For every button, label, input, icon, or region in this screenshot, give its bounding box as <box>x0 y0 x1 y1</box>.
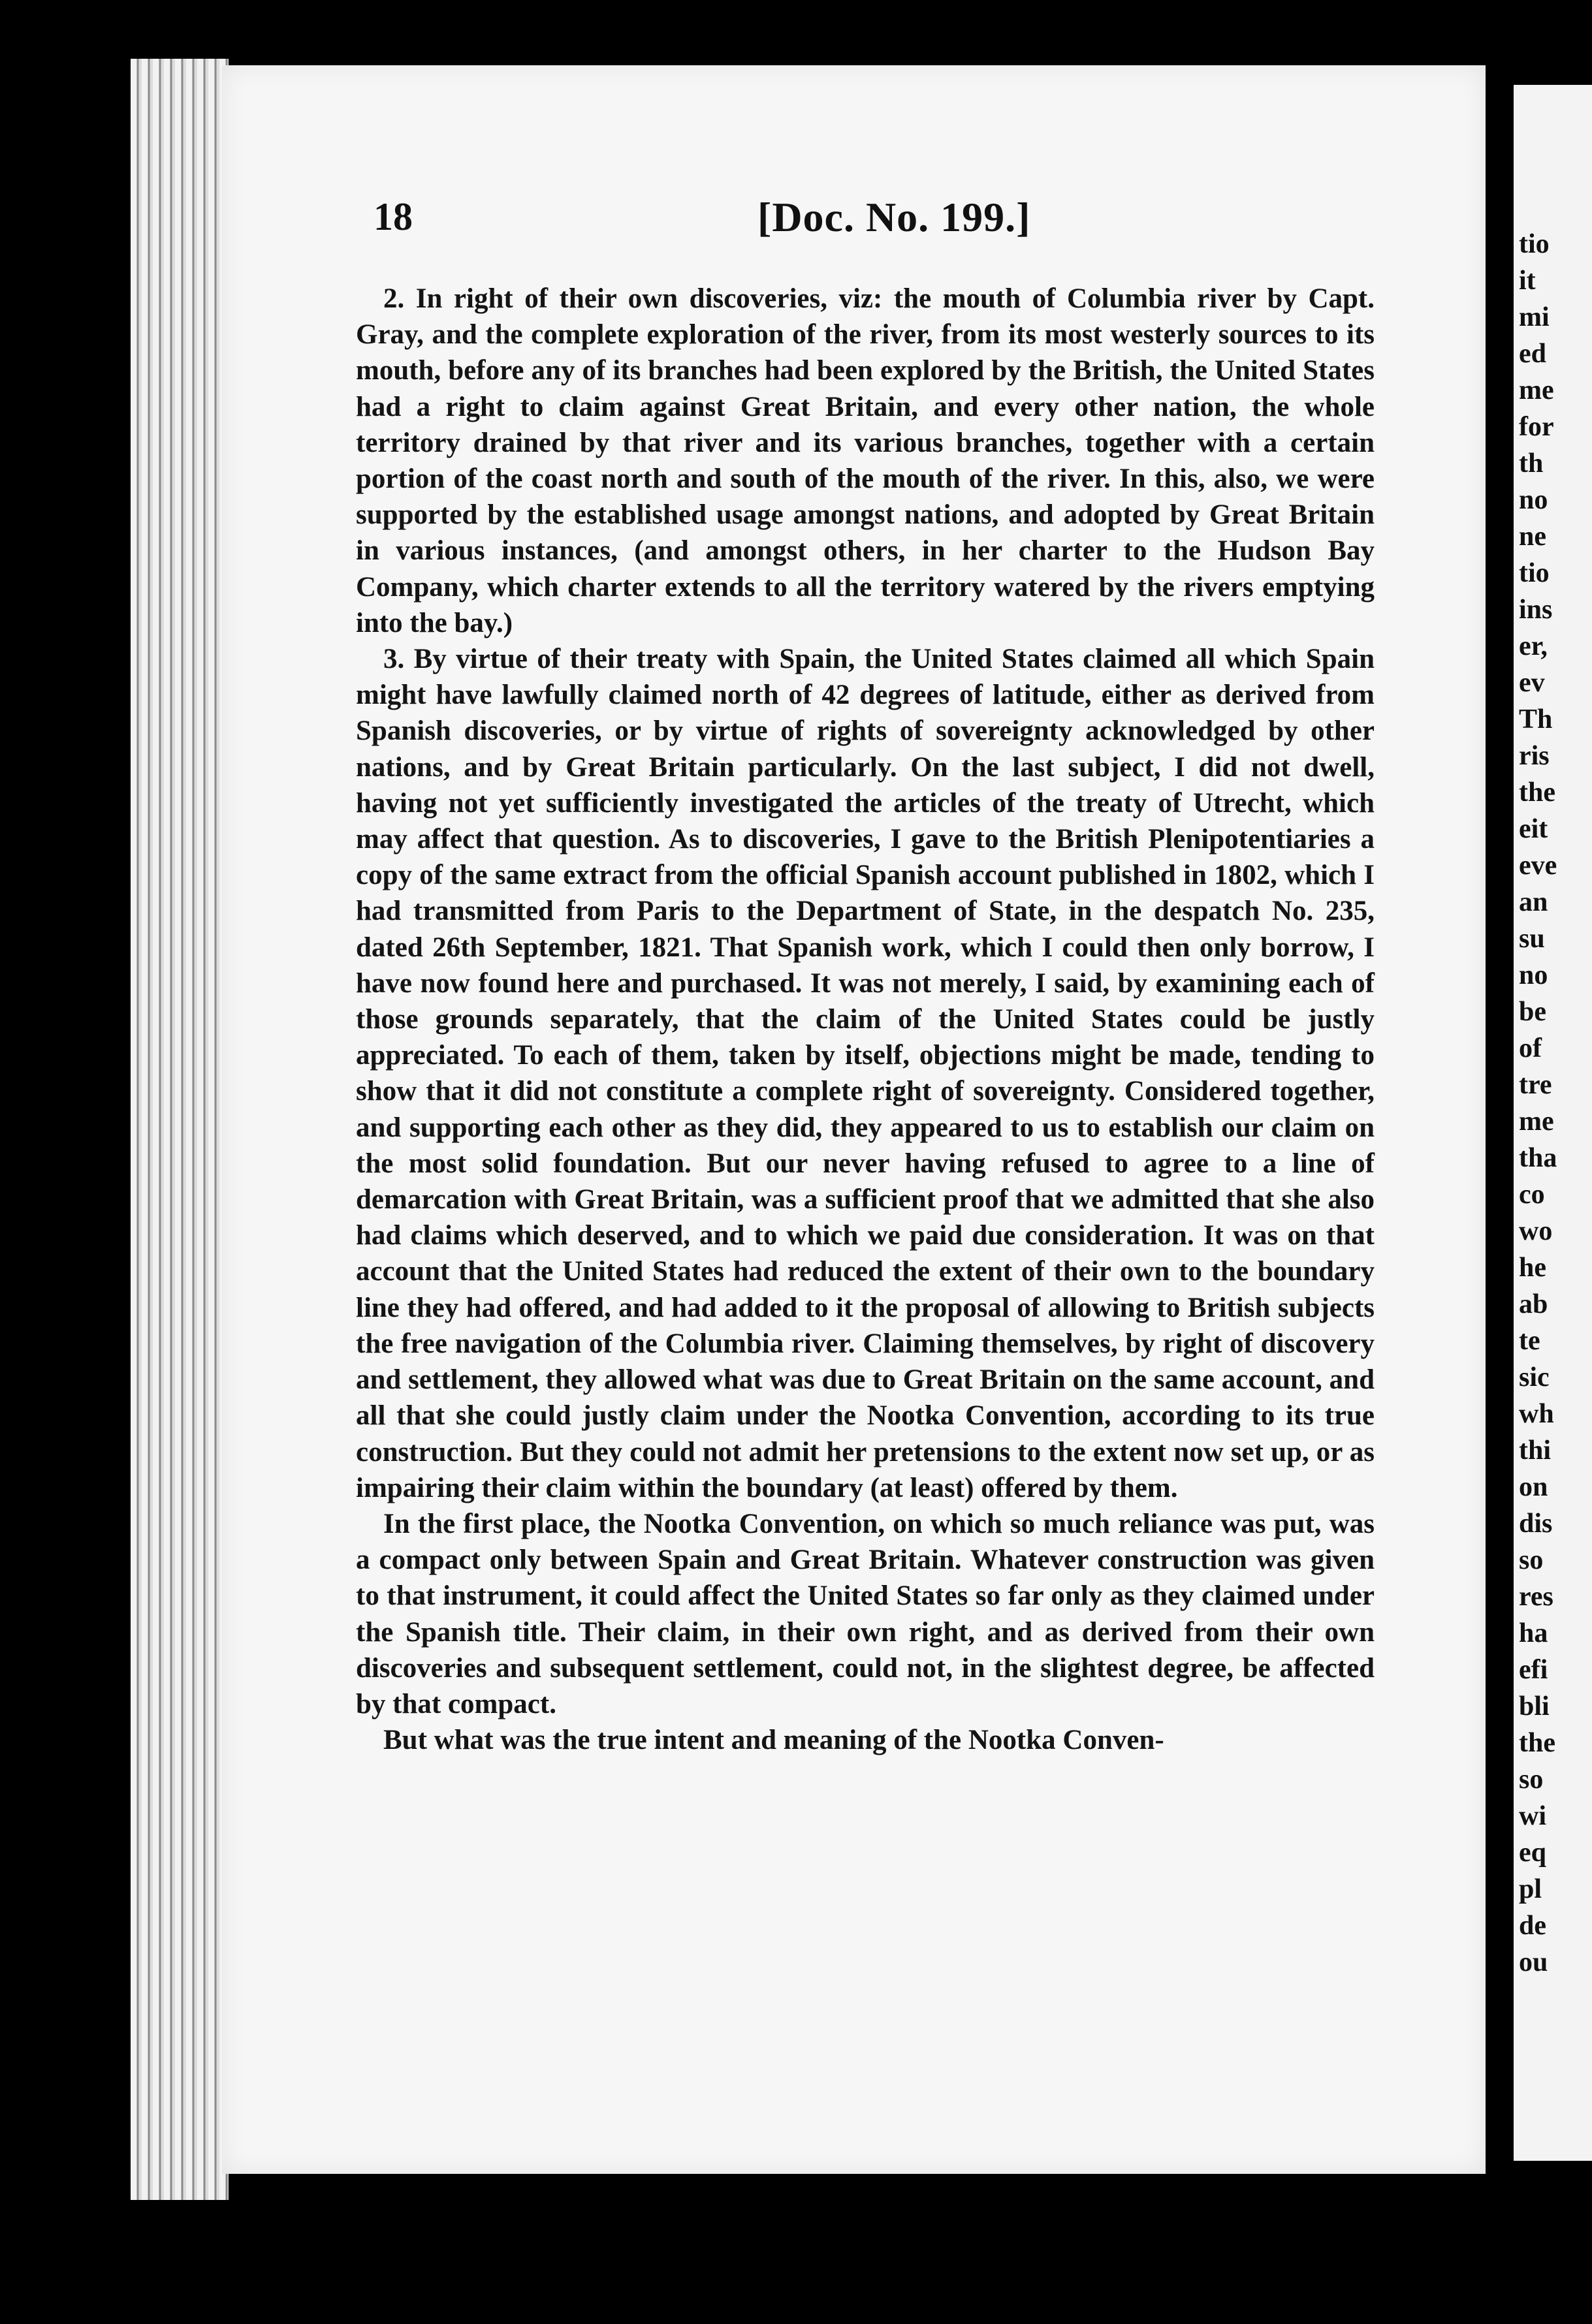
document-page <box>222 65 1486 2174</box>
facing-page-fragment: ed <box>1519 339 1546 369</box>
facing-page-fragment: mi <box>1519 302 1550 332</box>
facing-page-fragment: of <box>1519 1033 1542 1063</box>
facing-page-fragment: tre <box>1519 1070 1552 1100</box>
facing-page-fragment: wh <box>1519 1399 1554 1429</box>
facing-page-fragment: eit <box>1519 814 1548 844</box>
facing-page-fragment: eve <box>1519 851 1557 881</box>
facing-page-fragment: so <box>1519 1545 1544 1575</box>
facing-page-fragment: for <box>1519 412 1554 442</box>
facing-page-fragment: so <box>1519 1765 1544 1795</box>
facing-page-fragment: tha <box>1519 1143 1557 1173</box>
facing-page-fragment: efi <box>1519 1655 1548 1685</box>
facing-page-fragment: wo <box>1519 1216 1553 1246</box>
facing-page-fragment: te <box>1519 1326 1540 1356</box>
facing-page-fragment: Th <box>1519 704 1553 734</box>
facing-page-fragment: su <box>1519 924 1545 954</box>
facing-page-fragment: no <box>1519 485 1548 515</box>
facing-page-fragment: res <box>1519 1582 1553 1612</box>
running-head: [Doc. No. 199.] <box>757 194 1031 240</box>
paragraph: 2. In right of their own discoveries, viz: the mouth of Columbia river by Capt. Gray, and the complete exploration of the river, from its most westerly sources to its mouth, before any of its branches had been explored by the British, the United States had a right to claim against Great Britain, and every other nation, the whole territory drained by that river and its various branches, together with a certain portion of the coast north and south of the mouth of the river. In this, also, we were supported by the established usage amongst nations, and adopted by Great Britain in various instances, (and amongst others, in her charter to the Hudson Bay Company, which charter extends to all the territory watered by the rivers emptying into the bay.) <box>356 283 1375 638</box>
body-text <box>356 281 1375 1758</box>
facing-page-fragment: ne <box>1519 522 1546 552</box>
facing-page-fragment: pl <box>1519 1874 1542 1904</box>
facing-page-fragment: ris <box>1519 741 1550 771</box>
facing-page-fragment: th <box>1519 448 1544 479</box>
facing-page-fragment: ha <box>1519 1618 1548 1648</box>
facing-page-fragment: bli <box>1519 1691 1550 1721</box>
facing-page-fragment: tio <box>1519 558 1550 588</box>
facing-page-fragment: dis <box>1519 1509 1553 1539</box>
facing-page-fragment: the <box>1519 777 1555 808</box>
facing-page-fragment: me <box>1519 375 1554 405</box>
facing-page-fragment: me <box>1519 1107 1554 1137</box>
page-number: 18 <box>374 195 413 238</box>
facing-page-fragment: eq <box>1519 1838 1546 1868</box>
facing-page-fragment: er, <box>1519 631 1548 661</box>
facing-page-fragment: ou <box>1519 1947 1548 1977</box>
facing-page-fragment: tio <box>1519 229 1550 259</box>
paragraph: 3. By virtue of their treaty with Spain, the United States claimed all which Spain might have lawfully claimed north of 42 degrees of latitude, either as derived from Spanish discoveries, or by virtue of rights of sovereignty acknowledged by other nations, and by Great Britain particularly. On the last subject, I did not dwell, having not yet sufficiently investigated the articles of the treaty of Utrecht, which may affect that question. As to discoveries, I gave to the British Plenipotentiaries a copy of the same extract from the official Spanish account published in 1802, which I had transmitted from Paris to the Department of State, in the despatch No. 235, dated 26th September, 1821. That Spanish work, which I could then only borrow, I have now found here and purchased. It was not merely, I said, by examining each of those grounds separately, that the claim of the United States could be justly appreciated. To each of them, taken by itself, objections might be made, tending to show that it did not constitute a complete right of sovereignty. Considered together, and supporting each other as they did, they appeared to us to establish our claim on the most solid foundation. But our never having refused to agree to a line of demarcation with Great Britain, was a sufficient proof that we admitted that she also had claims which deserved, and to which we paid due consideration. It was on that account that the United States had reduced the extent of their own to the boundary line they had offered, and had added to it the proposal of allowing to British subjects the free navigation of the Columbia river. Claiming themselves, by right of discovery and settlement, they allowed what was due to Great Britain on the same account, and all that she could justly claim under the Nootka Convention, according to its true construction. But they could not admit her pretensions to the extent now set up, or as impairing their claim within the boundary (at least) offered by them. <box>356 644 1375 1503</box>
facing-page-fragment: wi <box>1519 1801 1546 1831</box>
facing-page-fragment: co <box>1519 1180 1545 1210</box>
facing-page <box>1514 85 1592 2161</box>
paragraph: But what was the true intent and meaning of the Nootka Conven- <box>383 1725 1164 1756</box>
paragraph: In the first place, the Nootka Convention, on which so much reliance was put, was a compact only between Spain and Great Britain. Whatever construction was given to that instrument, it could affect the United States so far only as they claimed under the Spanish title. Their claim, in their own right, and as derived from their own discoveries and subsequent settlement, could not, in the slightest degree, be affected by that compact. <box>356 1508 1375 1719</box>
facing-page-fragment: an <box>1519 887 1548 917</box>
facing-page-fragment: ev <box>1519 668 1545 698</box>
facing-page-fragment: be <box>1519 997 1546 1027</box>
facing-page-fragment: ab <box>1519 1289 1548 1319</box>
facing-page-fragment: he <box>1519 1253 1546 1283</box>
page-edges <box>131 59 229 2200</box>
facing-page-fragment: ins <box>1519 595 1553 625</box>
facing-page-fragment: it <box>1519 266 1536 296</box>
facing-page-fragment: sic <box>1519 1362 1550 1392</box>
facing-page-fragment: de <box>1519 1911 1546 1941</box>
facing-page-fragment: on <box>1519 1472 1548 1502</box>
facing-page-fragment: no <box>1519 960 1548 990</box>
facing-page-fragment: the <box>1519 1728 1555 1758</box>
facing-page-fragment: thi <box>1519 1436 1552 1466</box>
